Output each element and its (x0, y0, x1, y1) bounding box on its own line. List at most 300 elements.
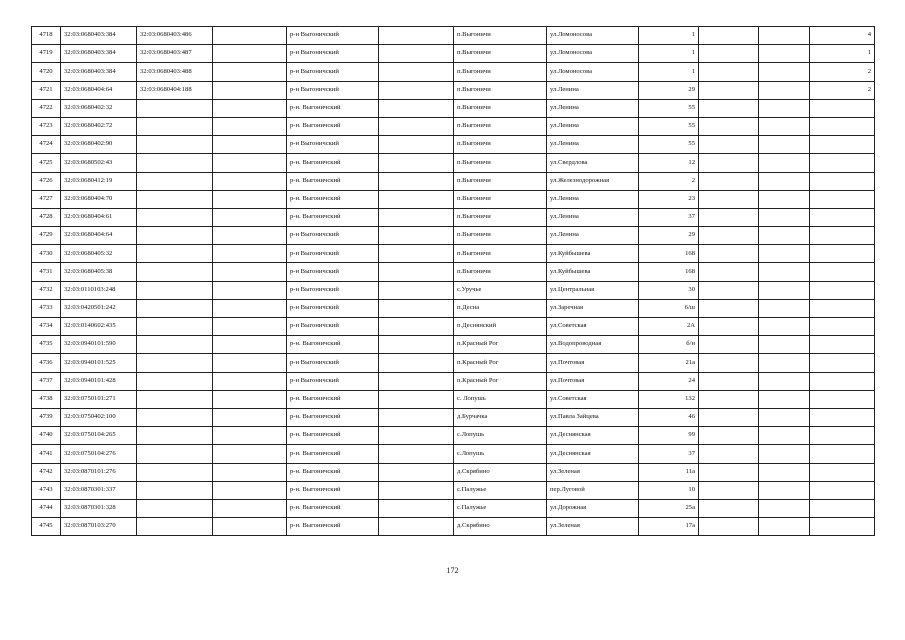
row-number: 4739 (32, 408, 61, 426)
cadastral-number: 32:03:0940101:428 (61, 372, 137, 390)
blank-cell (213, 99, 287, 117)
secondary-cadastral-number (137, 518, 213, 536)
registry-table (31, 26, 875, 536)
blank-cell (759, 299, 810, 317)
street: ул.Водопроводная (547, 336, 639, 354)
locality: п.Выгоничи (454, 263, 547, 281)
blank-cell (699, 518, 759, 536)
flat-number (810, 499, 875, 517)
secondary-cadastral-number (137, 117, 213, 135)
blank-cell (759, 463, 810, 481)
row-number: 4721 (32, 81, 61, 99)
street: ул.Деснянская (547, 445, 639, 463)
flat-number (810, 408, 875, 426)
blank-cell (213, 318, 287, 336)
house-number: 37 (639, 208, 699, 226)
district: р-н Выгоничский (287, 45, 379, 63)
flat-number (810, 245, 875, 263)
cadastral-number: 32:03:0420501:242 (61, 299, 137, 317)
locality: п.Выгоничи (454, 208, 547, 226)
blank-cell (699, 63, 759, 81)
street: ул.Ломоносова (547, 45, 639, 63)
blank-cell (759, 372, 810, 390)
secondary-cadastral-number (137, 154, 213, 172)
table-row (32, 336, 875, 354)
street: ул.Зеленая (547, 518, 639, 536)
flat-number (810, 463, 875, 481)
blank-cell (213, 481, 287, 499)
blank-cell (379, 154, 454, 172)
blank-cell (213, 45, 287, 63)
blank-cell (699, 172, 759, 190)
cadastral-number: 32:03:0680404:70 (61, 190, 137, 208)
street: пер.Луговой (547, 481, 639, 499)
blank-cell (379, 136, 454, 154)
blank-cell (213, 336, 287, 354)
locality: п.Выгоничи (454, 227, 547, 245)
district: р-н. Выгоничский (287, 208, 379, 226)
blank-cell (699, 390, 759, 408)
blank-cell (213, 408, 287, 426)
blank-cell (213, 136, 287, 154)
blank-cell (759, 208, 810, 226)
cadastral-number: 32:03:0680402:72 (61, 117, 137, 135)
blank-cell (699, 499, 759, 517)
locality: п.Выгоничи (454, 99, 547, 117)
cadastral-number: 32:03:0680402:32 (61, 99, 137, 117)
district: р-н. Выгоничский (287, 427, 379, 445)
locality: с.Уручье (454, 281, 547, 299)
flat-number: 2 (810, 63, 875, 81)
blank-cell (213, 518, 287, 536)
blank-cell (699, 408, 759, 426)
locality: с.Лопушь (454, 427, 547, 445)
table-row (32, 263, 875, 281)
blank-cell (213, 27, 287, 45)
locality: п.Деснянский (454, 318, 547, 336)
blank-cell (699, 208, 759, 226)
flat-number (810, 427, 875, 445)
row-number: 4719 (32, 45, 61, 63)
flat-number (810, 99, 875, 117)
district: р-н Выгоничский (287, 372, 379, 390)
blank-cell (213, 427, 287, 445)
row-number: 4727 (32, 190, 61, 208)
table-row (32, 390, 875, 408)
row-number: 4735 (32, 336, 61, 354)
cadastral-number: 32:03:0680405:32 (61, 245, 137, 263)
blank-cell (213, 63, 287, 81)
blank-cell (759, 172, 810, 190)
blank-cell (213, 190, 287, 208)
blank-cell (759, 318, 810, 336)
table-row (32, 117, 875, 135)
row-number: 4724 (32, 136, 61, 154)
cadastral-number: 32:03:0680405:38 (61, 263, 137, 281)
flat-number: 4 (810, 27, 875, 45)
blank-cell (759, 354, 810, 372)
blank-cell (759, 281, 810, 299)
table-row (32, 408, 875, 426)
table-row (32, 27, 875, 45)
blank-cell (699, 190, 759, 208)
blank-cell (759, 63, 810, 81)
locality: с.Лопушь (454, 445, 547, 463)
blank-cell (379, 445, 454, 463)
blank-cell (379, 390, 454, 408)
district: р-н. Выгоничский (287, 445, 379, 463)
table-row (32, 136, 875, 154)
locality: д.Бурчачка (454, 408, 547, 426)
row-number: 4731 (32, 263, 61, 281)
locality: п.Выгоничи (454, 27, 547, 45)
secondary-cadastral-number (137, 208, 213, 226)
blank-cell (379, 318, 454, 336)
flat-number (810, 336, 875, 354)
locality: п.Выгоничи (454, 154, 547, 172)
blank-cell (379, 354, 454, 372)
row-number: 4718 (32, 27, 61, 45)
blank-cell (699, 336, 759, 354)
district: р-н. Выгоничский (287, 336, 379, 354)
flat-number (810, 354, 875, 372)
blank-cell (379, 518, 454, 536)
flat-number (810, 154, 875, 172)
blank-cell (699, 481, 759, 499)
locality: п.Десна (454, 299, 547, 317)
street: ул.Павла Зайцева (547, 408, 639, 426)
blank-cell (759, 518, 810, 536)
blank-cell (759, 81, 810, 99)
street: ул.Советская (547, 318, 639, 336)
table-row (32, 427, 875, 445)
street: ул.Деснянская (547, 427, 639, 445)
secondary-cadastral-number (137, 190, 213, 208)
row-number: 4741 (32, 445, 61, 463)
secondary-cadastral-number (137, 299, 213, 317)
blank-cell (379, 245, 454, 263)
blank-cell (213, 81, 287, 99)
row-number: 4745 (32, 518, 61, 536)
blank-cell (759, 154, 810, 172)
flat-number (810, 172, 875, 190)
secondary-cadastral-number: 32:03:0680404:188 (137, 81, 213, 99)
flat-number (810, 372, 875, 390)
cadastral-number: 32:03:0680502:43 (61, 154, 137, 172)
blank-cell (699, 427, 759, 445)
blank-cell (213, 172, 287, 190)
blank-cell (379, 63, 454, 81)
cadastral-number: 32:03:0870301:337 (61, 481, 137, 499)
secondary-cadastral-number (137, 136, 213, 154)
flat-number: 2 (810, 81, 875, 99)
street: ул.Почтовая (547, 372, 639, 390)
cadastral-number: 32:03:0680412:19 (61, 172, 137, 190)
district: р-н. Выгоничский (287, 408, 379, 426)
blank-cell (699, 299, 759, 317)
house-number: 37 (639, 445, 699, 463)
cadastral-number: 32:03:0680402:90 (61, 136, 137, 154)
flat-number (810, 190, 875, 208)
secondary-cadastral-number (137, 354, 213, 372)
street: ул.Советская (547, 390, 639, 408)
district: р-н Выгоничский (287, 81, 379, 99)
row-number: 4733 (32, 299, 61, 317)
house-number: 21а (639, 354, 699, 372)
row-number: 4730 (32, 245, 61, 263)
district: р-н Выгоничский (287, 318, 379, 336)
district: р-н Выгоничский (287, 63, 379, 81)
street: ул.Ленина (547, 227, 639, 245)
secondary-cadastral-number (137, 336, 213, 354)
house-number: 132 (639, 390, 699, 408)
district: р-н. Выгоничский (287, 390, 379, 408)
flat-number (810, 299, 875, 317)
house-number: 25а (639, 499, 699, 517)
secondary-cadastral-number: 32:03:0680403:488 (137, 63, 213, 81)
locality: п.Выгоничи (454, 45, 547, 63)
house-number: 168 (639, 263, 699, 281)
street: ул.Почтовая (547, 354, 639, 372)
blank-cell (213, 390, 287, 408)
street: ул.Железнодорожная (547, 172, 639, 190)
blank-cell (379, 481, 454, 499)
blank-cell (379, 227, 454, 245)
blank-cell (213, 372, 287, 390)
locality: п.Выгоничи (454, 136, 547, 154)
row-number: 4732 (32, 281, 61, 299)
secondary-cadastral-number: 32:03:0680403:487 (137, 45, 213, 63)
table-row (32, 499, 875, 517)
district: р-н Выгоничский (287, 27, 379, 45)
blank-cell (699, 136, 759, 154)
cadastral-number: 32:03:0680404:64 (61, 227, 137, 245)
table-row (32, 190, 875, 208)
blank-cell (379, 172, 454, 190)
table-row (32, 354, 875, 372)
locality: п.Выгоничи (454, 190, 547, 208)
house-number: 30 (639, 281, 699, 299)
secondary-cadastral-number (137, 427, 213, 445)
street: ул.Ленина (547, 99, 639, 117)
district: р-н. Выгоничский (287, 518, 379, 536)
locality: п.Красный Рог (454, 354, 547, 372)
house-number: 55 (639, 136, 699, 154)
blank-cell (213, 263, 287, 281)
blank-cell (379, 263, 454, 281)
row-number: 4720 (32, 63, 61, 81)
cadastral-number: 32:03:0680404:61 (61, 208, 137, 226)
street: ул.Ленина (547, 190, 639, 208)
district: р-н. Выгоничский (287, 117, 379, 135)
street: ул.Куйбышева (547, 245, 639, 263)
blank-cell (379, 427, 454, 445)
blank-cell (699, 281, 759, 299)
blank-cell (213, 463, 287, 481)
secondary-cadastral-number (137, 499, 213, 517)
street: ул.Свердлова (547, 154, 639, 172)
secondary-cadastral-number (137, 172, 213, 190)
blank-cell (759, 408, 810, 426)
flat-number (810, 518, 875, 536)
table-row (32, 463, 875, 481)
blank-cell (213, 281, 287, 299)
flat-number (810, 318, 875, 336)
blank-cell (759, 227, 810, 245)
cadastral-number: 32:03:0680403:384 (61, 63, 137, 81)
blank-cell (759, 390, 810, 408)
flat-number (810, 208, 875, 226)
house-number: 1 (639, 63, 699, 81)
blank-cell (213, 154, 287, 172)
row-number: 4723 (32, 117, 61, 135)
flat-number (810, 263, 875, 281)
blank-cell (759, 499, 810, 517)
district: р-н. Выгоничский (287, 99, 379, 117)
street: ул.Центральная (547, 281, 639, 299)
row-number: 4725 (32, 154, 61, 172)
row-number: 4742 (32, 463, 61, 481)
row-number: 4722 (32, 99, 61, 117)
blank-cell (379, 117, 454, 135)
table-row (32, 318, 875, 336)
cadastral-number: 32:03:0870103:270 (61, 518, 137, 536)
district: р-н Выгоничский (287, 227, 379, 245)
district: р-н. Выгоничский (287, 499, 379, 517)
blank-cell (699, 463, 759, 481)
secondary-cadastral-number: 32:03:0680403:486 (137, 27, 213, 45)
blank-cell (759, 27, 810, 45)
street: ул.Куйбышева (547, 263, 639, 281)
table-row (32, 45, 875, 63)
table-row (32, 81, 875, 99)
secondary-cadastral-number (137, 463, 213, 481)
flat-number: 1 (810, 45, 875, 63)
secondary-cadastral-number (137, 318, 213, 336)
blank-cell (379, 281, 454, 299)
street: ул.Ленина (547, 117, 639, 135)
blank-cell (699, 45, 759, 63)
street: ул.Ломоносова (547, 63, 639, 81)
district: р-н Выгоничский (287, 354, 379, 372)
house-number: 55 (639, 117, 699, 135)
blank-cell (213, 117, 287, 135)
row-number: 4738 (32, 390, 61, 408)
house-number: 29 (639, 227, 699, 245)
cadastral-number: 32:03:0750402:100 (61, 408, 137, 426)
street: ул.Зеленая (547, 463, 639, 481)
cadastral-number: 32:03:0140602:435 (61, 318, 137, 336)
street: ул.Ленина (547, 81, 639, 99)
blank-cell (213, 208, 287, 226)
blank-cell (379, 190, 454, 208)
street: ул.Ленина (547, 136, 639, 154)
blank-cell (213, 245, 287, 263)
blank-cell (699, 81, 759, 99)
street: ул.Ломоносова (547, 27, 639, 45)
blank-cell (699, 227, 759, 245)
blank-cell (699, 154, 759, 172)
blank-cell (379, 499, 454, 517)
blank-cell (379, 81, 454, 99)
table-row (32, 281, 875, 299)
cadastral-number: 32:03:0750104:276 (61, 445, 137, 463)
house-number: 99 (639, 427, 699, 445)
locality: д.Скрябино (454, 463, 547, 481)
flat-number (810, 390, 875, 408)
blank-cell (759, 336, 810, 354)
locality: п.Выгоничи (454, 81, 547, 99)
blank-cell (379, 208, 454, 226)
locality: п.Красный Рог (454, 372, 547, 390)
blank-cell (379, 408, 454, 426)
blank-cell (379, 27, 454, 45)
blank-cell (213, 499, 287, 517)
row-number: 4744 (32, 499, 61, 517)
blank-cell (213, 354, 287, 372)
blank-cell (699, 117, 759, 135)
locality: п.Красный Рог (454, 336, 547, 354)
row-number: 4734 (32, 318, 61, 336)
blank-cell (759, 45, 810, 63)
table-row (32, 172, 875, 190)
secondary-cadastral-number (137, 408, 213, 426)
table-row (32, 208, 875, 226)
table-row (32, 481, 875, 499)
district: р-н Выгоничский (287, 281, 379, 299)
blank-cell (699, 245, 759, 263)
blank-cell (759, 117, 810, 135)
locality: д.Скрябино (454, 518, 547, 536)
secondary-cadastral-number (137, 99, 213, 117)
street: ул.Заречная (547, 299, 639, 317)
house-number: 2А (639, 318, 699, 336)
row-number: 4737 (32, 372, 61, 390)
district: р-н. Выгоничский (287, 154, 379, 172)
table-row (32, 299, 875, 317)
cadastral-number: 32:03:0870301:328 (61, 499, 137, 517)
house-number: 11а (639, 463, 699, 481)
house-number: 10 (639, 481, 699, 499)
blank-cell (759, 99, 810, 117)
street: ул.Ленина (547, 208, 639, 226)
blank-cell (699, 445, 759, 463)
blank-cell (759, 445, 810, 463)
row-number: 4728 (32, 208, 61, 226)
blank-cell (699, 99, 759, 117)
cadastral-number: 32:03:0110103:248 (61, 281, 137, 299)
blank-cell (699, 372, 759, 390)
blank-cell (699, 27, 759, 45)
blank-cell (699, 263, 759, 281)
blank-cell (213, 227, 287, 245)
flat-number (810, 281, 875, 299)
table-row (32, 227, 875, 245)
blank-cell (379, 336, 454, 354)
cadastral-number: 32:03:0680403:384 (61, 27, 137, 45)
house-number: 46 (639, 408, 699, 426)
secondary-cadastral-number (137, 445, 213, 463)
secondary-cadastral-number (137, 281, 213, 299)
house-number: 1 (639, 45, 699, 63)
blank-cell (379, 45, 454, 63)
secondary-cadastral-number (137, 390, 213, 408)
locality: с.Палужье (454, 499, 547, 517)
district: р-н. Выгоничский (287, 481, 379, 499)
cadastral-number: 32:03:0750101:271 (61, 390, 137, 408)
secondary-cadastral-number (137, 227, 213, 245)
blank-cell (759, 427, 810, 445)
